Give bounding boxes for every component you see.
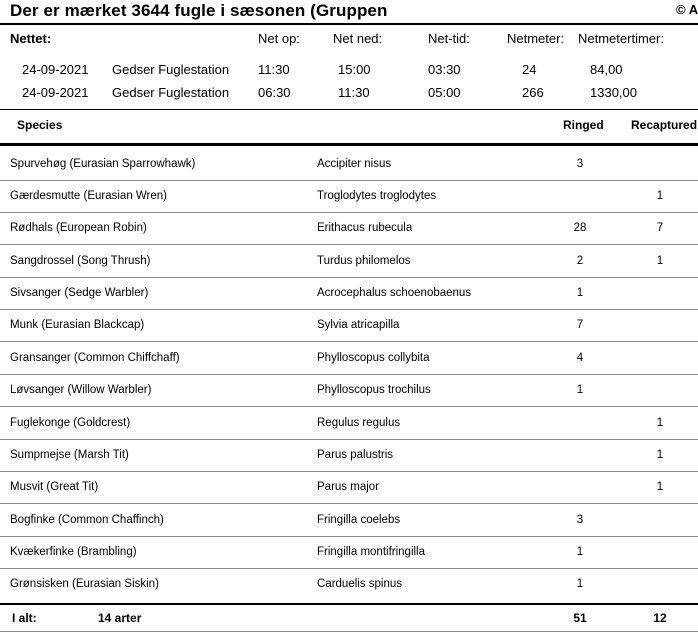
species-latin: Acrocephalus schoenobaenus — [317, 287, 472, 299]
ringed-count: 7 — [576, 319, 584, 331]
species-latin: Phylloscopus trochilus — [317, 384, 431, 396]
net-down-time: 11:30 — [338, 85, 370, 100]
net-meter-hours-header: Netmetertimer: — [578, 31, 664, 46]
net-meters: 266 — [522, 85, 544, 100]
title-divider — [0, 23, 698, 25]
table-row — [0, 310, 698, 342]
species-name: Sumpmejse (Marsh Tit) — [10, 449, 129, 461]
species-name: Sangdrossel (Song Thrush) — [10, 255, 151, 267]
species-name: Gærdesmutte (Eurasian Wren) — [10, 190, 168, 202]
net-down-time: 15:00 — [338, 62, 371, 77]
species-name: Kvækerfinke (Brambling) — [10, 546, 137, 558]
species-latin: Erithacus rubecula — [317, 222, 413, 234]
recaptured-count: 1 — [656, 255, 664, 267]
species-name: Sivsanger (Sedge Warbler) — [10, 287, 149, 299]
species-name: Bogfinke (Common Chaffinch) — [10, 514, 164, 526]
net-date: 24-09-2021 — [22, 85, 89, 100]
species-name: Grønsisken (Eurasian Siskin) — [10, 578, 159, 590]
ringed-count: 4 — [576, 352, 584, 364]
table-row — [0, 569, 698, 601]
recaptured-count: 7 — [656, 222, 664, 234]
net-up-time: 06:30 — [258, 85, 291, 100]
totals-label: I alt: — [12, 611, 37, 625]
ringed-count: 28 — [573, 222, 587, 234]
recaptured-count: 1 — [656, 481, 664, 493]
totals-divider — [0, 603, 698, 605]
table-row — [0, 181, 698, 213]
species-latin: Accipiter nisus — [317, 158, 392, 170]
species-latin: Regulus regulus — [317, 417, 401, 429]
row-divider — [0, 341, 698, 342]
net-meter-hours: 84,00 — [590, 62, 623, 77]
ringed-count: 1 — [576, 384, 584, 396]
net-time-header: Net-tid: — [428, 31, 470, 46]
species-name: Musvit (Great Tit) — [10, 481, 99, 493]
ringed-count: 1 — [576, 546, 584, 558]
net-meter-header: Netmeter: — [507, 31, 565, 46]
species-latin: Phylloscopus collybita — [317, 352, 430, 364]
species-name: Rødhals (European Robin) — [10, 222, 147, 234]
net-meters: 24 — [522, 62, 537, 77]
table-row — [0, 246, 698, 278]
species-latin: Troglodytes troglodytes — [317, 190, 437, 202]
recaptured-count: 1 — [656, 449, 664, 461]
net-location: Gedser Fuglestation — [112, 62, 230, 77]
net-duration: 05:00 — [428, 85, 461, 100]
net-duration: 03:30 — [428, 62, 461, 77]
species-name: Gransanger (Common Chiffchaff) — [10, 352, 180, 364]
table-row — [0, 213, 698, 245]
nets-label: Nettet: — [10, 31, 52, 46]
table-row — [0, 149, 698, 181]
recaptured-count: 1 — [656, 190, 664, 202]
table-row — [0, 505, 698, 537]
ringed-total: 51 — [573, 611, 587, 625]
table-header-divider — [0, 143, 698, 146]
net-down-header: Net ned: — [333, 31, 383, 46]
ringed-count: 3 — [576, 514, 584, 526]
ringed-count: 3 — [576, 158, 584, 170]
table-row — [0, 343, 698, 375]
nets-divider — [0, 109, 698, 110]
species-name: Fuglekonge (Goldcrest) — [10, 417, 131, 429]
table-row — [0, 472, 698, 504]
table-row — [0, 408, 698, 440]
ringed-count: 2 — [576, 255, 584, 267]
recaptured-count: 1 — [656, 417, 664, 429]
species-column-header: Species — [17, 118, 63, 132]
table-row — [0, 440, 698, 472]
copyright-mark: © A — [676, 2, 698, 17]
species-latin: Turdus philomelos — [317, 255, 411, 267]
row-divider — [0, 406, 698, 407]
ringed-column-header: Ringed — [563, 118, 604, 132]
species-name: Munk (Eurasian Blackcap) — [10, 319, 145, 331]
net-up-header: Net op: — [258, 31, 300, 46]
net-up-time: 11:30 — [258, 62, 290, 77]
species-latin: Carduelis spinus — [317, 578, 403, 590]
species-latin: Parus palustris — [317, 449, 394, 461]
table-row — [0, 278, 698, 310]
recaptured-total: 12 — [653, 611, 667, 625]
bottom-divider — [0, 631, 698, 632]
species-name: Løvsanger (Willow Warbler) — [10, 384, 152, 396]
net-date: 24-09-2021 — [22, 62, 89, 77]
species-name: Spurvehøg (Eurasian Sparrowhawk) — [10, 158, 196, 170]
row-divider — [0, 244, 698, 245]
page-title: Der er mærket 3644 fugle i sæsonen (Gruppen — [10, 1, 388, 20]
species-count-total: 14 arter — [98, 611, 142, 625]
ringed-count: 1 — [576, 287, 584, 299]
species-latin: Sylvia atricapilla — [317, 319, 400, 331]
ringed-count: 1 — [576, 578, 584, 590]
table-row — [0, 537, 698, 569]
table-row — [0, 375, 698, 407]
species-latin: Fringilla coelebs — [317, 514, 401, 526]
net-meter-hours: 1330,00 — [590, 85, 637, 100]
row-divider — [0, 503, 698, 504]
net-location: Gedser Fuglestation — [112, 85, 230, 100]
recaptured-column-header: Recaptured — [631, 118, 698, 132]
species-latin: Fringilla montifringilla — [317, 546, 426, 558]
species-latin: Parus major — [317, 481, 379, 493]
